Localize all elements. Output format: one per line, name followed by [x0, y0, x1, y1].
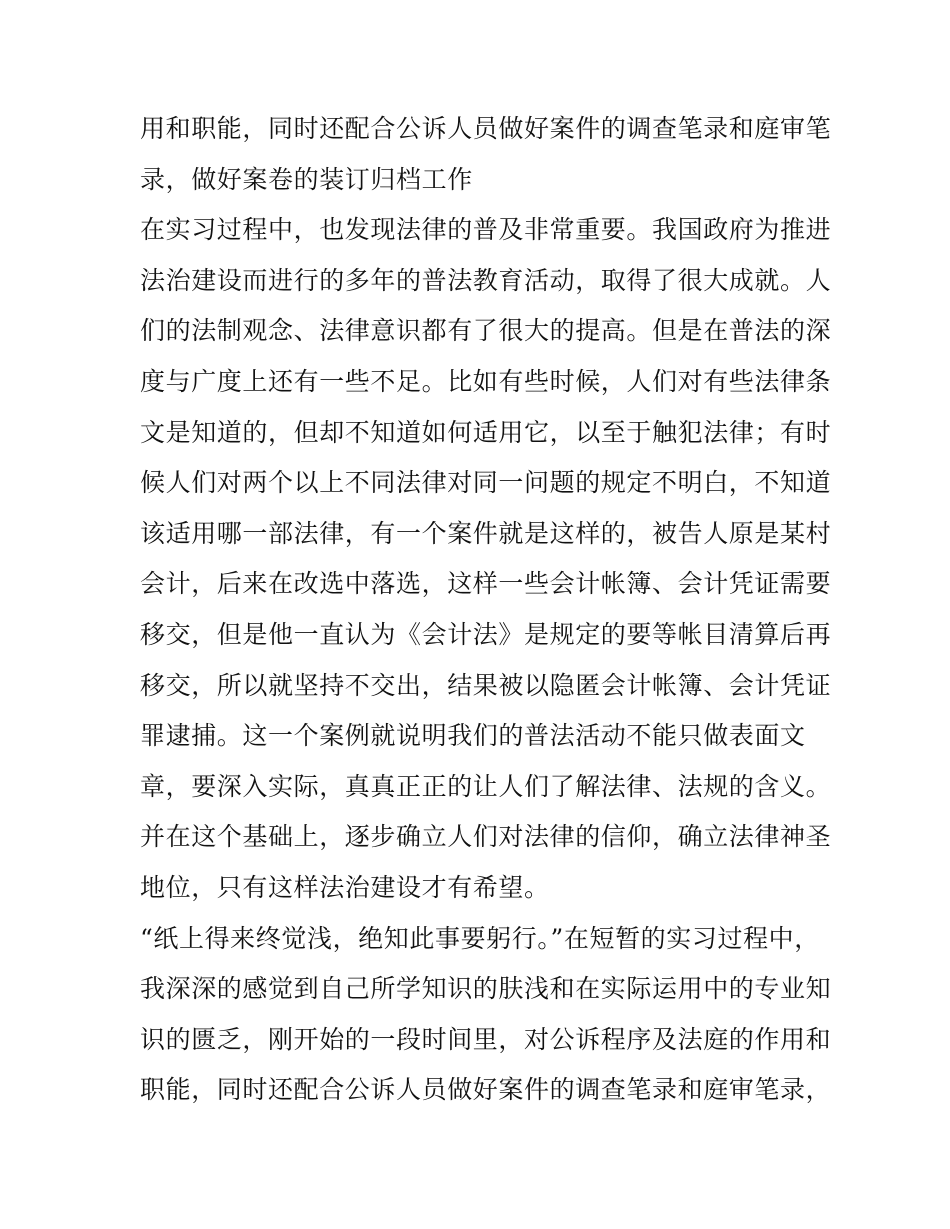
text-line-8: 候人们对两个以上不同法律对同一问题的规定不明白，不知道 [140, 468, 832, 498]
text-line-4: 法治建设而进行的多年的普法教育活动，取得了很大成就。人 [140, 265, 832, 295]
text-line-10: 会计，后来在改选中落选，这样一些会计帐簿、会计凭证需要 [140, 569, 832, 599]
text-line-15: 并在这个基础上，逐步确立人们对法律的信仰，确立法律神圣 [140, 822, 832, 852]
text-line-16: 地位，只有这样法治建设才有希望。 [140, 872, 550, 902]
text-line-1: 用和职能，同时还配合公诉人员做好案件的调查笔录和庭审笔 [140, 114, 832, 143]
text-line-9: 该适用哪一部法律，有一个案件就是这样的，被告人原是某村 [140, 518, 832, 548]
text-line-20: 职能，同时还配合公诉人员做好案件的调查笔录和庭审笔录， [140, 1075, 832, 1105]
text-line-7: 文是知道的，但却不知道如何适用它，以至于触犯法律；有时 [140, 417, 832, 447]
text-line-12: 移交，所以就坚持不交出，结果被以隐匿会计帐簿、会计凭证 [140, 670, 832, 700]
body-text [140, 104, 830, 1116]
text-line-5: 们的法制观念、法律意识都有了很大的提高。但是在普法的深 [140, 316, 832, 346]
text-line-17: “纸上得来终觉浅，绝知此事要躬行。”在短暂的实习过程中， [140, 923, 820, 953]
text-line-13: 罪逮捕。这一个案例就说明我们的普法活动不能只做表面文 [140, 721, 806, 751]
text-line-6: 度与广度上还有一些不足。比如有些时候，人们对有些法律条 [140, 366, 832, 396]
text-line-19: 识的匮乏，刚开始的一段时间里，对公诉程序及法庭的作用和 [140, 1024, 832, 1054]
text-line-3: 在实习过程中，也发现法律的普及非常重要。我国政府为推进 [140, 215, 832, 245]
text-line-18: 我深深的感觉到自己所学知识的肤浅和在实际运用中的专业知 [140, 974, 832, 1004]
text-line-11: 移交，但是他一直认为《会计法》是规定的要等帐目清算后再 [140, 619, 832, 649]
text-line-14: 章，要深入实际，真真正正的让人们了解法律、法规的含义。 [140, 771, 832, 801]
text-line-2: 录，做好案卷的装订归档工作 [140, 164, 473, 194]
